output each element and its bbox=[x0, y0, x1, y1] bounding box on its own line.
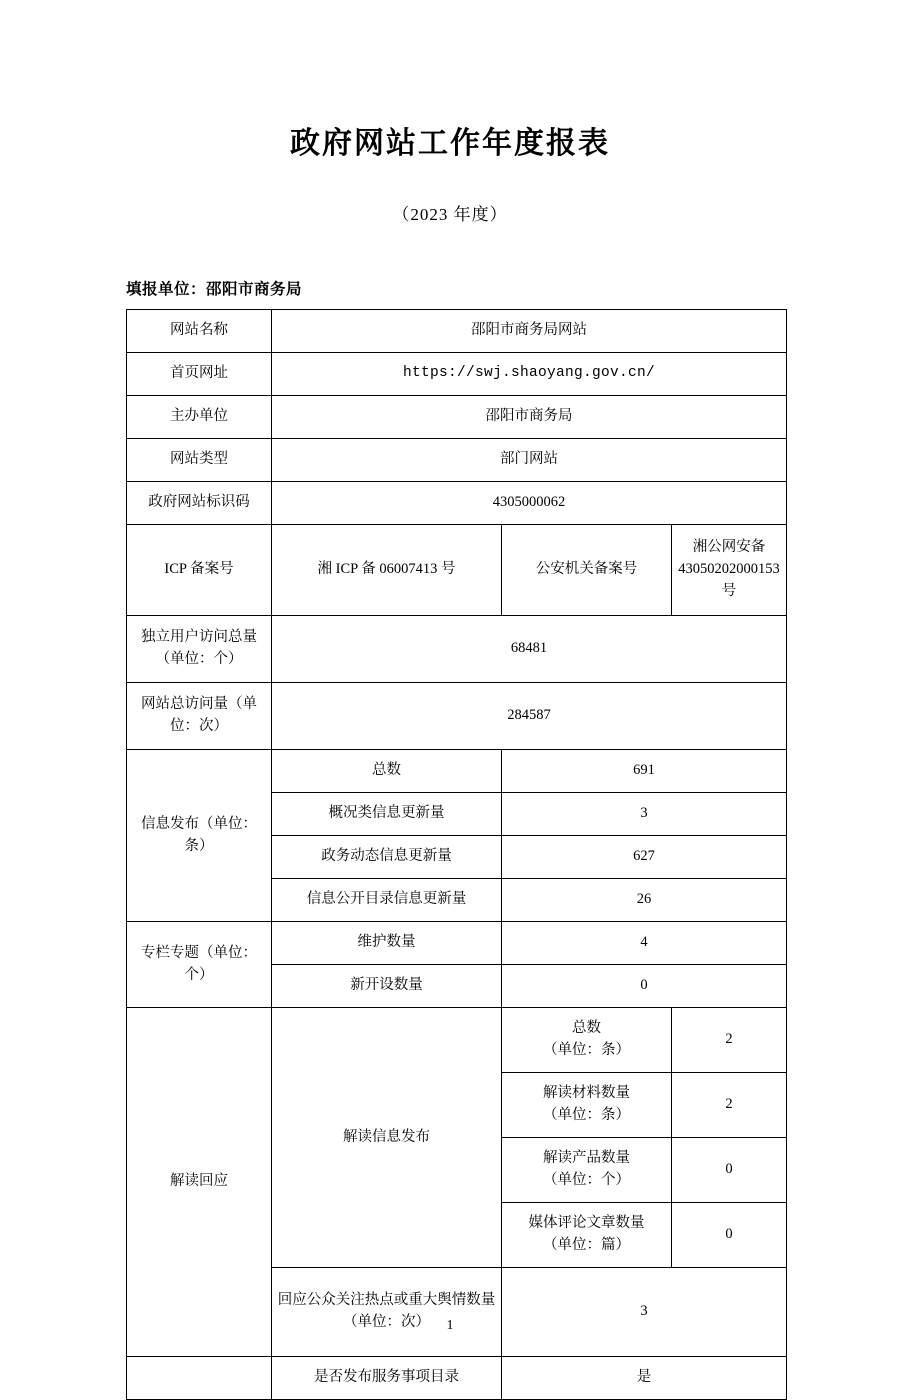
icp-label: ICP 备案号 bbox=[127, 525, 272, 616]
interpretation-item-value: 2 bbox=[672, 1073, 787, 1138]
interpretation-publish-label: 解读信息发布 bbox=[272, 1008, 502, 1268]
interpretation-item-name-line1: 解读材料数量 bbox=[543, 1085, 630, 1102]
site-type-value: 部门网站 bbox=[272, 439, 787, 482]
info-publish-item-name: 政务动态信息更新量 bbox=[272, 836, 502, 879]
table-row bbox=[127, 353, 787, 396]
special-column-item-value: 4 bbox=[502, 922, 787, 965]
table-row bbox=[127, 1008, 787, 1073]
total-visits-label: 网站总访问量（单位：次） bbox=[127, 683, 272, 750]
interpretation-item-name-line1: 媒体评论文章数量 bbox=[528, 1215, 645, 1232]
interpretation-label: 解读回应 bbox=[127, 1008, 272, 1357]
hotspot-response-label: 回应公众关注热点或重大舆情数量（单位：次） bbox=[272, 1268, 502, 1357]
table-row bbox=[127, 922, 787, 965]
page-title: 政府网站工作年度报表 bbox=[290, 127, 610, 160]
interpretation-item-name bbox=[502, 1203, 672, 1268]
table-row bbox=[127, 616, 787, 683]
total-visits-value: 284587 bbox=[272, 683, 787, 750]
table-row bbox=[127, 750, 787, 793]
table-row bbox=[127, 439, 787, 482]
special-column-item-value: 0 bbox=[502, 965, 787, 1008]
unique-visitors-label: 独立用户访问总量（单位：个） bbox=[127, 616, 272, 683]
interpretation-item-value: 2 bbox=[672, 1008, 787, 1073]
info-publish-item-value: 691 bbox=[502, 750, 787, 793]
info-publish-label: 信息发布（单位：条） bbox=[127, 750, 272, 922]
site-name-value: 邵阳市商务局网站 bbox=[272, 310, 787, 353]
reporting-unit: 填报单位：邵阳市商务局 bbox=[126, 281, 303, 298]
site-type-label: 网站类型 bbox=[127, 439, 272, 482]
sponsor-value: 邵阳市商务局 bbox=[272, 396, 787, 439]
service-catalog-label: 是否发布服务事项目录 bbox=[272, 1357, 502, 1400]
info-publish-item-value: 26 bbox=[502, 879, 787, 922]
special-column-item-name: 维护数量 bbox=[272, 922, 502, 965]
interpretation-item-name bbox=[502, 1008, 672, 1073]
table-row bbox=[127, 310, 787, 353]
homepage-label: 首页网址 bbox=[127, 353, 272, 396]
interpretation-item-name-line1: 解读产品数量 bbox=[543, 1150, 630, 1167]
police-record-label: 公安机关备案号 bbox=[502, 525, 672, 616]
document-page bbox=[0, 118, 900, 1390]
interpretation-item-name-line2: （单位：条） bbox=[543, 1107, 630, 1123]
info-publish-item-value: 627 bbox=[502, 836, 787, 879]
site-code-label: 政府网站标识码 bbox=[127, 482, 272, 525]
table-row bbox=[127, 396, 787, 439]
interpretation-item-name bbox=[502, 1138, 672, 1203]
info-publish-item-name: 总数 bbox=[272, 750, 502, 793]
empty-cell bbox=[127, 1357, 272, 1400]
interpretation-item-name-line2: （单位：个） bbox=[543, 1172, 630, 1188]
unique-visitors-value: 68481 bbox=[272, 616, 787, 683]
page-subtitle: （2023 年度） bbox=[392, 205, 508, 224]
info-publish-item-value: 3 bbox=[502, 793, 787, 836]
interpretation-item-name bbox=[502, 1073, 672, 1138]
table-row bbox=[127, 683, 787, 750]
hotspot-response-value: 3 bbox=[502, 1268, 787, 1357]
interpretation-item-value: 0 bbox=[672, 1203, 787, 1268]
interpretation-item-value: 0 bbox=[672, 1138, 787, 1203]
info-publish-item-name: 信息公开目录信息更新量 bbox=[272, 879, 502, 922]
annual-report-table bbox=[126, 309, 787, 1400]
service-catalog-value: 是 bbox=[502, 1357, 787, 1400]
table-row bbox=[127, 525, 787, 616]
table-row bbox=[127, 1357, 787, 1400]
info-publish-item-name: 概况类信息更新量 bbox=[272, 793, 502, 836]
icp-value: 湘 ICP 备 06007413 号 bbox=[272, 525, 502, 616]
homepage-value: https://swj.shaoyang.gov.cn/ bbox=[272, 353, 787, 396]
table-row bbox=[127, 482, 787, 525]
interpretation-item-name-line2: （单位：篇） bbox=[543, 1237, 630, 1253]
sponsor-label: 主办单位 bbox=[127, 396, 272, 439]
page-number: 1 bbox=[446, 1318, 454, 1333]
interpretation-item-name-line1: 总数 bbox=[572, 1020, 601, 1037]
site-code-value: 4305000062 bbox=[272, 482, 787, 525]
interpretation-item-name-line2: （单位：条） bbox=[543, 1042, 630, 1058]
special-column-label: 专栏专题（单位：个） bbox=[127, 922, 272, 1008]
site-name-label: 网站名称 bbox=[127, 310, 272, 353]
special-column-item-name: 新开设数量 bbox=[272, 965, 502, 1008]
police-record-value: 湘公网安备 43050202000153 号 bbox=[672, 525, 787, 616]
